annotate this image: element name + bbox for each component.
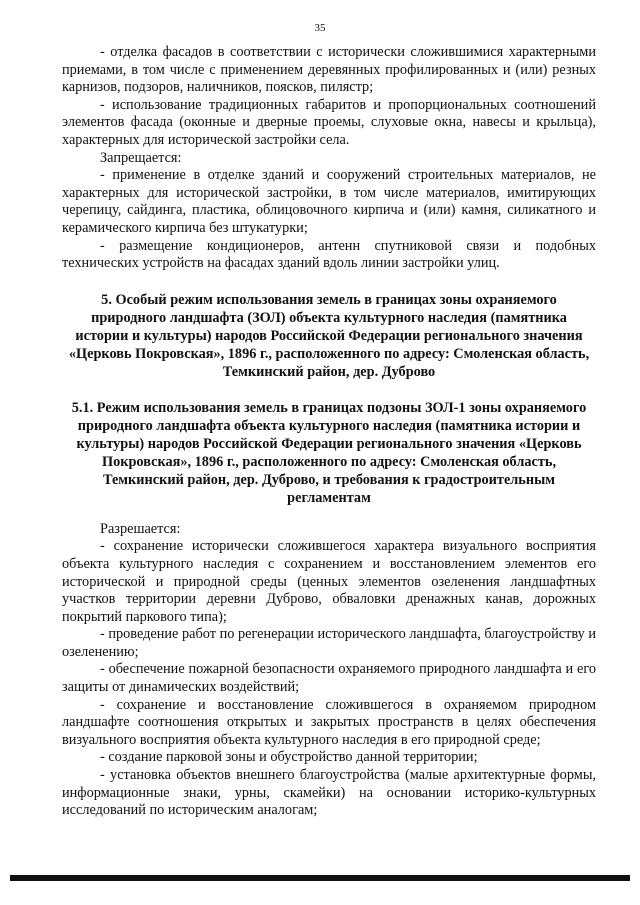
allowed-item-improvement-objects: - установка объектов внешнего благоустройства (малые архитектурные формы, информационные знаки, урны, скамейки) на основании историко-культурных исследований по историческим аналогам;: [62, 767, 596, 819]
bottom-scan-border: [10, 875, 630, 881]
facade-proportions-paragraph: - использование традиционных габаритов и пропорциональных соотношений элементов фасада (оконные и дверные проемы, слуховые окна, навесы и крыльца), характерных для исторической застройки села.: [62, 96, 596, 148]
allowed-item-regeneration: - проведение работ по регенерации исторического ландшафта, благоустройству и озеленению;: [62, 626, 596, 660]
allowed-item-park-zone: - создание парковой зоны и обустройство данной территории;: [100, 749, 478, 766]
allowed-item-fire-safety: - обеспечение пожарной безопасности охраняемого природного ландшафта и его защиты от динамических воздействий;: [62, 661, 596, 696]
facade-finish-paragraph: - отделка фасадов в соответствии с исторически сложившимися характерными приемами, в том числе с применением деревянных профилированных и (или) резных карнизов, подзоров, наличников, поясков, пилястр;: [62, 44, 596, 96]
section-5-title: 5. Особый режим использования земель в границах зоны охраняемого природного ландшафта (ЗОЛ) объекта культурного наследия (памятника истории и культуры) народов Российской Федерации регионального значения «Церковь Покровская», 1896 г., расположенного по адресу: Смоленская область, Темкинский район, дер. Дуброво: [68, 291, 590, 380]
allowed-item-spaces: - сохранение и восстановление сложившегося в охраняемом природном ландшафте соотношения открытых и закрытых пространств в целях обеспечения визуального восприятия объекта культурного наследия в его природной среде;: [62, 696, 596, 748]
forbidden-heading: Запрещается:: [100, 149, 182, 166]
allowed-heading: Разрешается:: [100, 520, 181, 537]
section-5-1-title: 5.1. Режим использования земель в границах подзоны ЗОЛ-1 зоны охраняемого природного ландшафта объекта культурного наследия (памятника истории и культуры) народов Российской Федерации регионального значения «Церковь Покровская», 1896 г., расположенного по адресу: Смоленская область, Темкинский район, дер. Дуброво, и требования к градостроительным регламентам: [71, 399, 587, 506]
page-number: 35: [314, 22, 326, 34]
allowed-item-preservation: - сохранение исторически сложившегося характера визуального восприятия объекта культурного наследия с сохранением и восстановлением элементов его исторической и природной среды (ценных элементов озеленения ландшафтных участков территории деревни Дуброво, обваловки дренажных канав, дорожных покрытий паркового типа);: [62, 538, 596, 625]
forbidden-devices-paragraph: - размещение кондиционеров, антенн спутниковой связи и подобных технических устройств на фасадах зданий вдоль линии застройки улиц.: [62, 237, 596, 272]
document-body: [62, 44, 596, 820]
forbidden-materials-paragraph: - применение в отделке зданий и сооружений строительных материалов, не характерных для исторической застройки, в том числе материалов, имитирующих черепицу, сайдинга, пластика, облицовочного кирпича и (или) камня, силикатного и керамического кирпича без штукатурки;: [62, 167, 596, 236]
